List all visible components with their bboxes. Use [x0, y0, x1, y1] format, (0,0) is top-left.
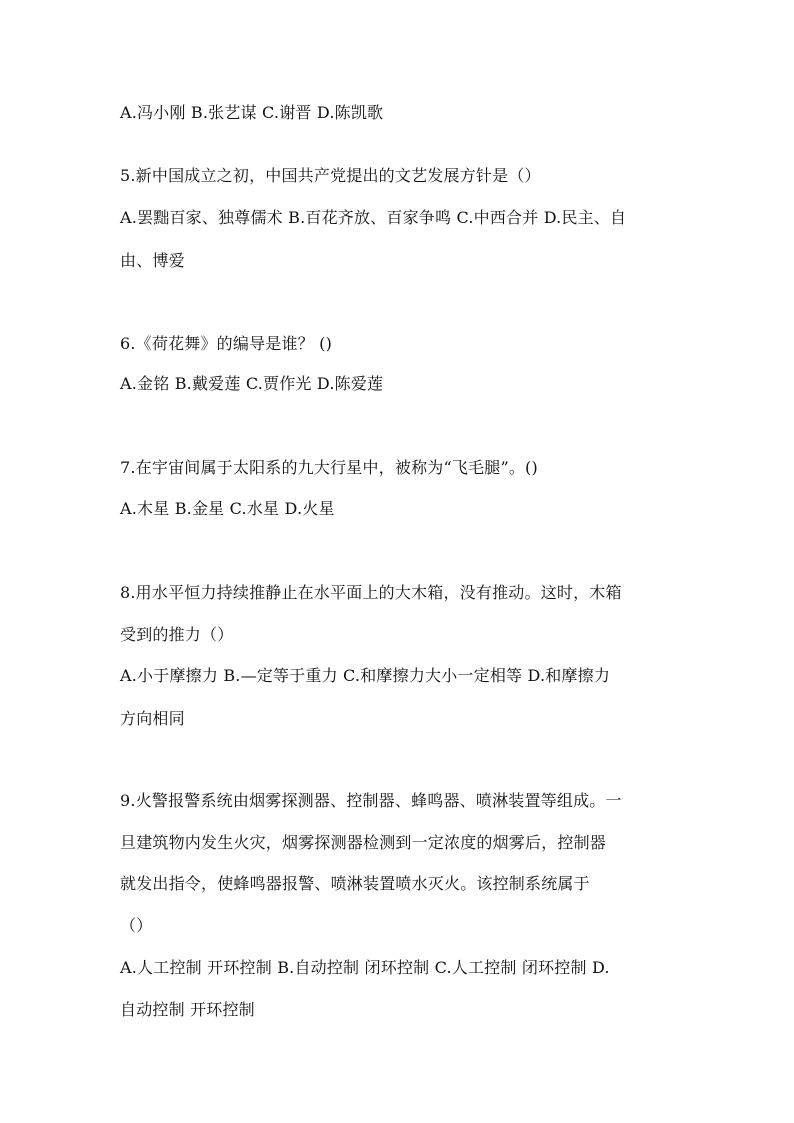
q9-question-line3: 就发出指令，使蜂鸣器报警、喷淋装置喷水灭火。该控制系统属于: [120, 874, 590, 893]
q6-options: A.金铭 B.戴爱莲 C.贾作光 D.陈爱莲: [120, 374, 384, 393]
q9-question-line2: 旦建筑物内发生火灾，烟雾探测器检测到一定浓度的烟雾后，控制器: [120, 833, 607, 852]
q5-options-line2: 由、博爱: [120, 251, 185, 270]
q6-question: 6.《荷花舞》的编导是谁？ (): [120, 334, 333, 353]
q5-question: 5.新中国成立之初，中国共产党提出的文艺发展方针是（）: [120, 166, 541, 185]
q8-question-line1: 8.用水平恒力持续推静止在水平面上的大木箱，没有推动。这时，木箱: [120, 583, 622, 602]
q9-options-line2: 自动控制 开环控制: [120, 1000, 255, 1019]
q8-question-line2: 受到的推力（）: [120, 625, 234, 644]
q7-options: A.木星 B.金星 C.水星 D.火星: [120, 499, 335, 518]
q8-options-line1: A.小于摩擦力 B.—定等于重力 C.和摩擦力大小一定相等 D.和摩擦力: [120, 666, 611, 685]
q9-options-line1: A.人工控制 开环控制 B.自动控制 闭环控制 C.人工控制 闭环控制 D.: [120, 958, 610, 977]
q9-question-line4: （）: [120, 916, 153, 935]
q9-question-line1: 9.火警报警系统由烟雾探测器、控制器、蜂鸣器、喷淋装置等组成。一: [120, 791, 622, 810]
q8-options-line2: 方向相同: [120, 709, 185, 728]
q7-question: 7.在宇宙间属于太阳系的九大行星中，被称为“飞毛腿”。(): [120, 458, 538, 477]
q4-options: A.冯小刚 B.张艺谋 C.谢晋 D.陈凯歌: [120, 103, 384, 122]
q5-options-line1: A.罢黜百家、独尊儒术 B.百花齐放、百家争鸣 C.中西合并 D.民主、自: [120, 208, 627, 227]
